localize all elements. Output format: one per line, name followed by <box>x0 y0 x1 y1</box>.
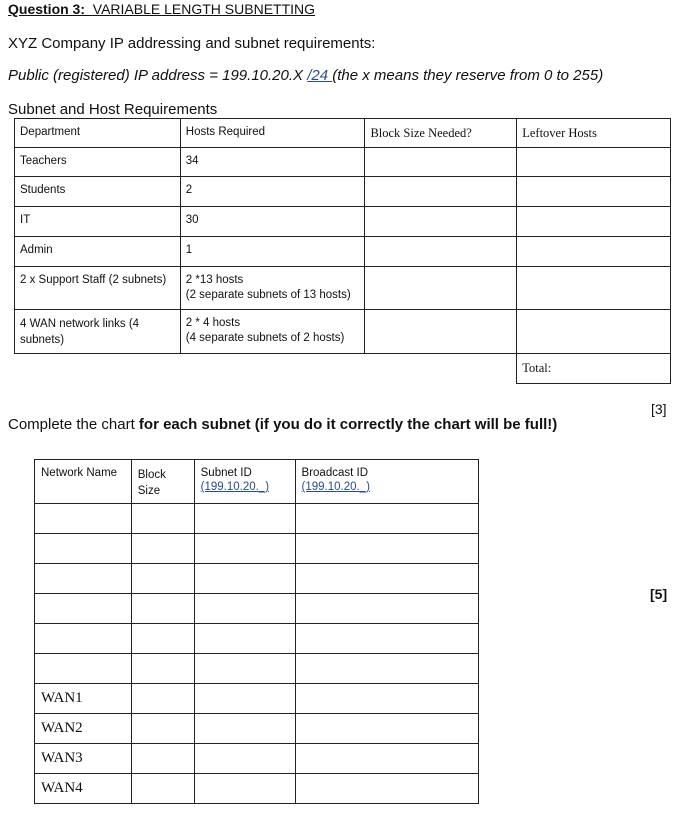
col-block-size: Block Size <box>131 460 194 504</box>
block-size-cell[interactable] <box>131 654 194 684</box>
leftover-cell[interactable] <box>517 207 671 237</box>
table-row <box>15 177 671 207</box>
block-size-cell[interactable] <box>131 564 194 594</box>
question-label: Question 3: <box>8 1 86 17</box>
col-broadcast-id <box>295 460 478 504</box>
hosts-cell: 30 <box>180 207 365 237</box>
subnet-chart-table <box>34 459 479 804</box>
subnet-id-cell[interactable] <box>194 744 295 774</box>
broadcast-id-cell[interactable] <box>295 594 478 624</box>
leftover-cell[interactable] <box>517 267 671 310</box>
ip-prefix: Public (registered) IP address = 199.10.20.X <box>8 67 308 84</box>
network-name-cell[interactable] <box>35 594 132 624</box>
network-name-cell: WAN1 <box>35 684 132 714</box>
col-network-name: Network Name <box>35 460 132 504</box>
subnet-id-cell[interactable] <box>194 564 295 594</box>
broadcast-id-cell[interactable] <box>295 684 478 714</box>
hosts-cell: 2 <box>180 177 365 207</box>
network-name-cell: WAN2 <box>35 714 132 744</box>
total-row <box>15 354 671 384</box>
instruction-bold: for each subnet (if you do it correctly the chart will be full!) <box>138 416 558 433</box>
subnet-id-cell[interactable] <box>194 714 295 744</box>
table-row <box>35 774 479 804</box>
block-size-cell[interactable] <box>131 594 194 624</box>
requirements-table <box>14 118 671 384</box>
department-cell: IT <box>15 207 181 237</box>
leftover-cell[interactable] <box>517 148 671 177</box>
network-name-cell[interactable] <box>35 564 132 594</box>
broadcast-id-label: Broadcast ID <box>301 467 369 479</box>
subnet-id-cell[interactable] <box>194 624 295 654</box>
network-name-cell[interactable] <box>35 624 132 654</box>
table-row <box>15 207 671 237</box>
department-cell: Students <box>15 177 181 207</box>
leftover-cell[interactable] <box>517 177 671 207</box>
hosts-cell <box>180 267 365 310</box>
network-name-cell[interactable] <box>35 534 132 564</box>
broadcast-id-cell[interactable] <box>295 774 478 804</box>
hosts-line: 2 * 4 hosts <box>185 317 241 329</box>
subnet-id-cell[interactable] <box>194 684 295 714</box>
ip-address-line <box>8 67 603 84</box>
question-title <box>8 1 315 17</box>
department-cell: 4 WAN network links (4 subnets) <box>15 310 181 354</box>
hosts-line: 2 *13 hosts <box>185 274 244 286</box>
table-header-row <box>15 119 671 148</box>
block-size-cell[interactable] <box>131 504 194 534</box>
table-row <box>35 654 479 684</box>
hosts-cell: 34 <box>180 148 365 177</box>
subnet-id-cell[interactable] <box>194 504 295 534</box>
network-name-cell: WAN3 <box>35 744 132 774</box>
block-size-cell[interactable] <box>365 310 517 354</box>
ip-note: (the x means they reserve from 0 to 255) <box>332 67 604 84</box>
subnet-id-cell[interactable] <box>194 774 295 804</box>
network-name-cell: WAN4 <box>35 774 132 804</box>
department-cell: 2 x Support Staff (2 subnets) <box>15 267 181 310</box>
table-row <box>35 684 479 714</box>
department-cell: Admin <box>15 237 181 267</box>
broadcast-id-cell[interactable] <box>295 534 478 564</box>
table-row <box>35 504 479 534</box>
table-row <box>15 267 671 310</box>
table-row <box>35 744 479 774</box>
leftover-cell[interactable] <box>517 310 671 354</box>
broadcast-id-cell[interactable] <box>295 504 478 534</box>
total-label[interactable]: Total: <box>517 354 671 384</box>
table-row <box>35 624 479 654</box>
col-subnet-id <box>194 460 295 504</box>
marks-3: [3] <box>651 401 667 417</box>
block-size-cell[interactable] <box>365 148 517 177</box>
col-hosts-required: Hosts Required <box>180 119 365 148</box>
broadcast-id-cell[interactable] <box>295 624 478 654</box>
broadcast-id-cell[interactable] <box>295 744 478 774</box>
block-size-cell[interactable] <box>131 714 194 744</box>
department-cell: Teachers <box>15 148 181 177</box>
hosts-cell: 1 <box>180 237 365 267</box>
instruction-prefix: Complete the chart <box>8 416 139 433</box>
broadcast-id-cell[interactable] <box>295 654 478 684</box>
network-name-cell[interactable] <box>35 504 132 534</box>
block-size-cell[interactable] <box>131 534 194 564</box>
block-size-cell[interactable] <box>131 744 194 774</box>
hosts-cell <box>180 310 365 354</box>
block-size-cell[interactable] <box>365 267 517 310</box>
question-title-text: VARIABLE LENGTH SUBNETTING <box>92 1 316 17</box>
subnet-id-cell[interactable] <box>194 654 295 684</box>
table-row <box>35 534 479 564</box>
table-row <box>15 310 671 354</box>
intro-text: XYZ Company IP addressing and subnet requirements: <box>8 35 376 52</box>
subnet-id-label: Subnet ID <box>200 467 252 479</box>
subnet-id-cell[interactable] <box>194 594 295 624</box>
subnet-id-ip: (199.10.20._) <box>200 481 270 493</box>
table-row <box>15 148 671 177</box>
hosts-detail: (2 separate subnets of 13 hosts) <box>185 289 351 301</box>
table-row <box>35 714 479 744</box>
broadcast-id-cell[interactable] <box>295 714 478 744</box>
hosts-detail: (4 separate subnets of 2 hosts) <box>185 332 345 344</box>
table-row <box>15 237 671 267</box>
col-leftover-hosts: Leftover Hosts <box>517 119 671 148</box>
broadcast-id-ip: (199.10.20._) <box>301 481 370 493</box>
chart-header-row <box>35 460 479 504</box>
marks-5: [5] <box>650 586 668 602</box>
broadcast-id-cell[interactable] <box>295 564 478 594</box>
table-row <box>35 564 479 594</box>
chart-instruction <box>8 416 557 433</box>
block-size-cell[interactable] <box>365 237 517 267</box>
block-size-cell[interactable] <box>131 684 194 714</box>
network-name-cell[interactable] <box>35 654 132 684</box>
block-size-cell[interactable] <box>365 177 517 207</box>
col-department: Department <box>15 119 181 148</box>
subnet-id-cell[interactable] <box>194 534 295 564</box>
block-size-cell[interactable] <box>365 207 517 237</box>
ip-cidr: /24 <box>307 67 333 84</box>
col-block-size-needed: Block Size Needed? <box>365 119 517 148</box>
block-size-cell[interactable] <box>131 774 194 804</box>
requirements-caption: Subnet and Host Requirements <box>8 101 218 118</box>
block-size-cell[interactable] <box>131 624 194 654</box>
table-row <box>35 594 479 624</box>
leftover-cell[interactable] <box>517 237 671 267</box>
